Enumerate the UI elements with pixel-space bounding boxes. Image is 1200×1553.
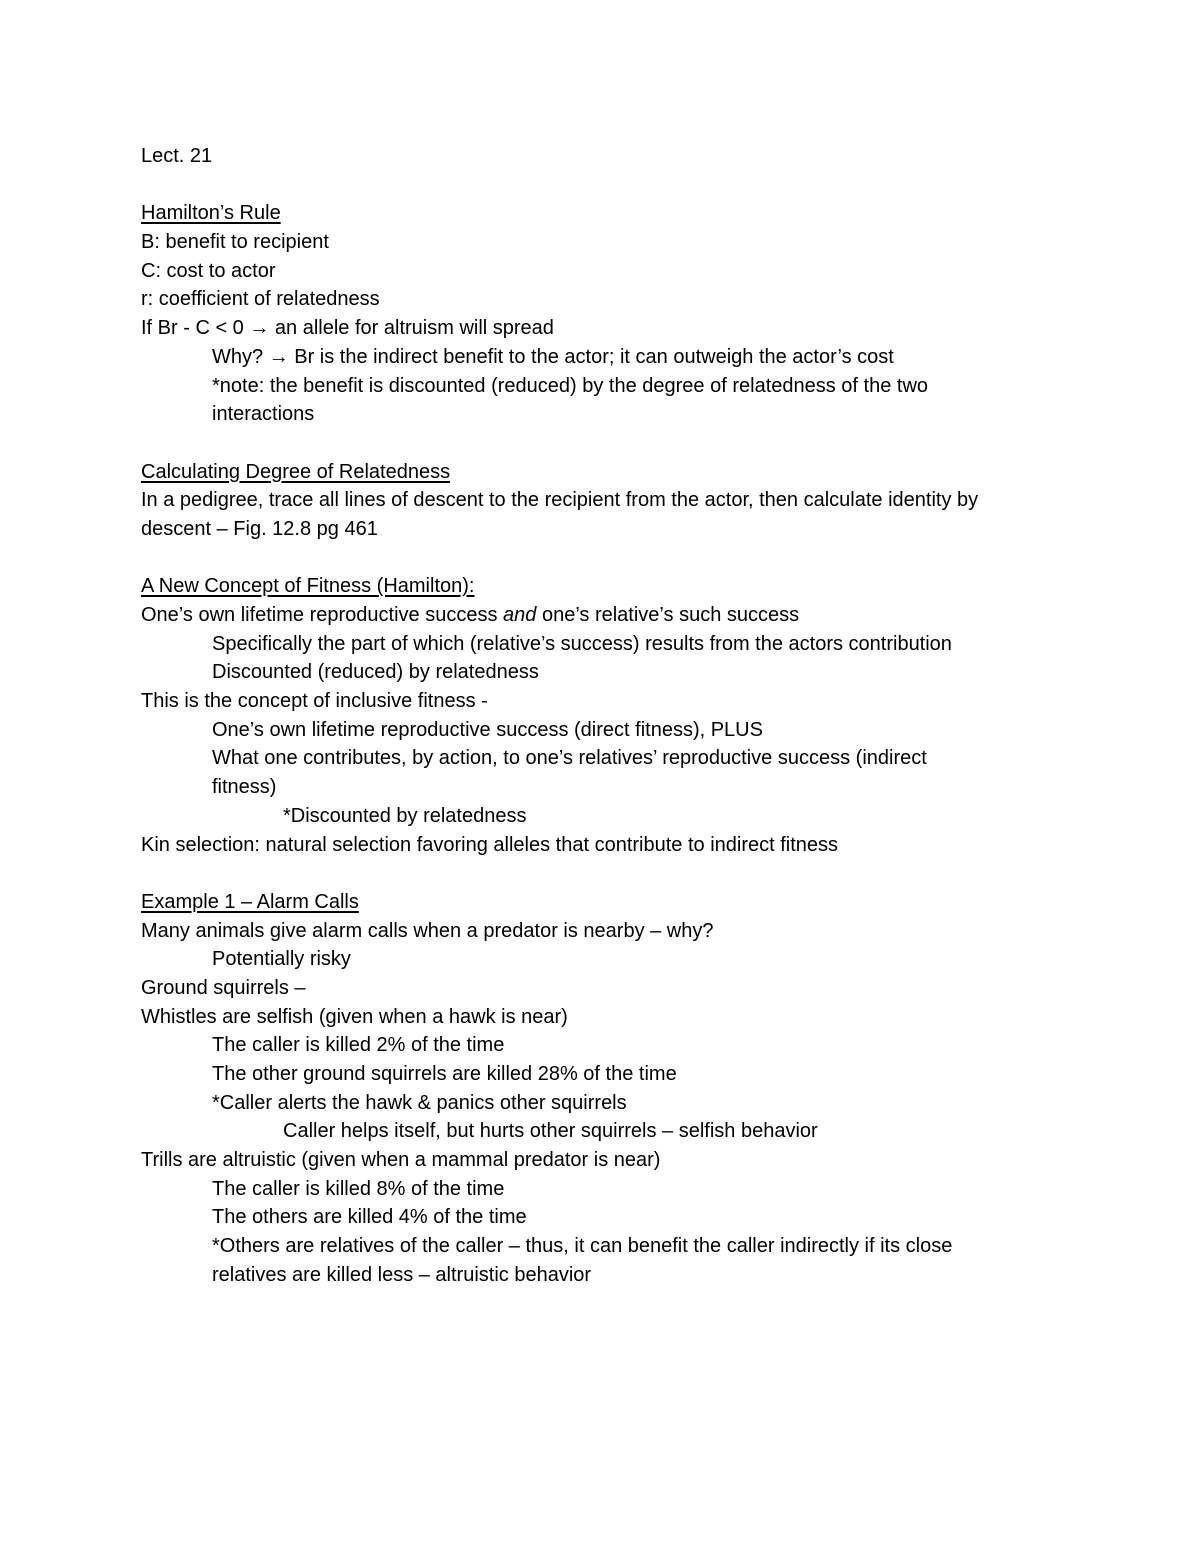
- rule-statement: [141, 314, 1101, 343]
- rule-why: [141, 343, 1101, 372]
- section-heading: Hamilton’s Rule: [141, 202, 281, 225]
- why-suffix: Br is the indirect benefit to the actor; it can outweigh the actor’s cost: [288, 345, 894, 368]
- section-heading: Calculating Degree of Relatedness: [141, 460, 451, 483]
- alarm-risky: Potentially risky: [212, 948, 351, 971]
- blank-line: [141, 429, 1101, 458]
- alarm-intro: Many animals give alarm calls when a predator is nearby – why?: [141, 919, 714, 942]
- section-fitness: [141, 572, 1101, 601]
- own-and-italic: and: [503, 604, 537, 626]
- rule-note-line: *note: the benefit is discounted (reduced) by the degree of relatedness of the two: [212, 374, 929, 397]
- blank-line: [141, 171, 1101, 200]
- fitness-direct: One’s own lifetime reproductive success (direct fitness), PLUS: [212, 718, 763, 741]
- rule-prefix: If Br - C < 0: [141, 317, 250, 340]
- kin-selection-definition: Kin selection: natural selection favoring alleles that contribute to indirect fitness: [141, 833, 839, 856]
- trill-note-line: relatives are killed less – altruistic behavior: [212, 1263, 592, 1286]
- why-prefix: Why?: [212, 345, 269, 368]
- relatedness-text-line: descent – Fig. 12.8 pg 461: [141, 517, 378, 540]
- definition-r: r: coefficient of relatedness: [141, 288, 380, 311]
- section-hamiltons-rule: [141, 199, 1101, 228]
- right-arrow-icon: →: [268, 345, 289, 368]
- relatedness-text-line: In a pedigree, trace all lines of descent to the recipient from the actor, then calculate identity by: [141, 489, 979, 512]
- fitness-specifically: Specifically the part of which (relative’s success) results from the actors contribution: [212, 632, 952, 655]
- fitness-indirect-line: fitness): [212, 776, 277, 799]
- section-relatedness: [141, 458, 1101, 487]
- alarm-ground-squirrels: Ground squirrels –: [141, 976, 306, 999]
- trill-others-killed: The others are killed 4% of the time: [212, 1206, 527, 1229]
- alarm-trills: Trills are altruistic (given when a mammal predator is near): [141, 1149, 661, 1172]
- definition-c: C: cost to actor: [141, 259, 276, 282]
- fitness-indirect-line: What one contributes, by action, to one’s relatives’ reproductive success (indirect: [212, 747, 927, 770]
- rule-suffix: an allele for altruism will spread: [269, 317, 554, 340]
- section-alarm-calls: [141, 888, 1101, 917]
- section-heading: A New Concept of Fitness (Hamilton):: [141, 575, 475, 598]
- fitness-own-success: [141, 601, 1101, 630]
- own-prefix: One’s own lifetime reproductive success: [141, 604, 504, 626]
- section-heading: Example 1 – Alarm Calls: [141, 890, 359, 913]
- fitness-inclusive: This is the concept of inclusive fitness -: [141, 690, 488, 713]
- blank-line: [141, 859, 1101, 888]
- definition-b: B: benefit to recipient: [141, 231, 329, 254]
- own-suffix: one’s relative’s such success: [536, 604, 800, 626]
- fitness-discounted-note: *Discounted by relatedness: [283, 804, 527, 827]
- rule-note-line: interactions: [212, 403, 315, 426]
- fitness-discounted: Discounted (reduced) by relatedness: [212, 661, 539, 684]
- whistle-note: *Caller alerts the hawk & panics other squirrels: [212, 1091, 627, 1114]
- lecture-title: Lect. 21: [141, 145, 213, 167]
- whistle-caller-killed: The caller is killed 2% of the time: [212, 1034, 505, 1057]
- right-arrow-icon: →: [249, 317, 270, 340]
- alarm-whistles: Whistles are selfish (given when a hawk is near): [141, 1005, 568, 1028]
- document-body: [141, 142, 1101, 1290]
- trill-caller-killed: The caller is killed 8% of the time: [212, 1177, 505, 1200]
- blank-line: [141, 544, 1101, 573]
- trill-note-line: *Others are relatives of the caller – thus, it can benefit the caller indirectly if its close: [212, 1235, 953, 1258]
- whistle-others-killed: The other ground squirrels are killed 28% of the time: [212, 1063, 677, 1085]
- whistle-note-detail: Caller helps itself, but hurts other squirrels – selfish behavior: [283, 1120, 818, 1143]
